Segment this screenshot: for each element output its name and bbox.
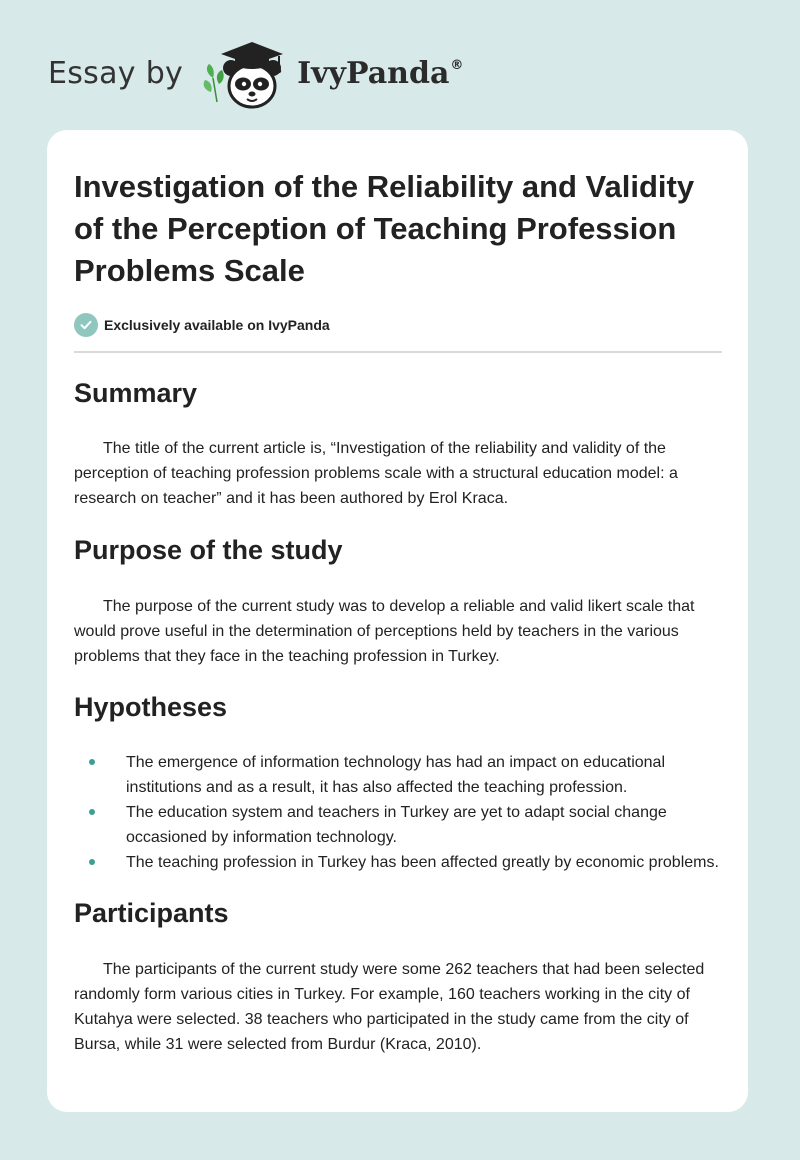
brand-name: IvyPanda®	[297, 56, 464, 91]
list-item	[126, 750, 722, 800]
exclusive-label: Exclusively available on IvyPanda	[104, 317, 330, 333]
participants-paragraph: The participants of the current study were some 262 teachers that had been selected randomly form various cities in Turkey. For example, 160 teachers working in the city of Kutahya were selected. 38 teachers who participated in the study came from the city of Bursa, while 31 were selected from Burdur (Kraca, 2010).	[74, 961, 705, 1053]
list-item-text: The teaching profession in Turkey has been affected greatly by economic problems.	[126, 854, 719, 871]
participants-heading: Participants	[74, 898, 229, 928]
purpose-heading: Purpose of the study	[74, 535, 343, 565]
essay-title: Investigation of the Reliability and Validity of the Perception of Teaching Profession Problems Scale	[74, 169, 695, 288]
ivypanda-logo[interactable]	[199, 34, 463, 114]
list-item-text: The education system and teachers in Turkey are yet to adapt social change occasioned by information technology.	[126, 804, 667, 846]
list-item-text: The emergence of information technology has had an impact on educational institutions and as a result, it has also affected the teaching profession.	[126, 754, 666, 796]
bullet-dot-icon	[89, 859, 95, 865]
summary-heading: Summary	[74, 378, 198, 408]
panda-graduate-icon	[199, 34, 295, 114]
summary-paragraph: The title of the current article is, “Investigation of the reliability and validity of the perception of teaching profession problems scale with a structural education model: a research on teacher” and it has been authored by Erol Kraca.	[74, 440, 678, 507]
list-item	[126, 850, 722, 875]
bullet-dot-icon	[89, 809, 95, 815]
purpose-paragraph: The purpose of the current study was to develop a reliable and valid likert scale that would prove useful in the determination of perceptions held by teachers in the various problems that they face in the teaching profession in Turkey.	[74, 598, 695, 665]
list-item	[126, 800, 722, 850]
bullet-dot-icon	[89, 759, 95, 765]
essay-card	[47, 130, 748, 1112]
check-circle-icon	[74, 313, 98, 337]
hypotheses-heading: Hypotheses	[74, 692, 228, 722]
hypotheses-list	[74, 750, 722, 875]
site-header	[48, 34, 463, 114]
exclusive-badge	[74, 313, 722, 353]
ivy-leaf-icon	[204, 64, 224, 102]
registered-mark: ®	[450, 58, 464, 73]
essay-by-label: Essay by	[48, 56, 184, 91]
